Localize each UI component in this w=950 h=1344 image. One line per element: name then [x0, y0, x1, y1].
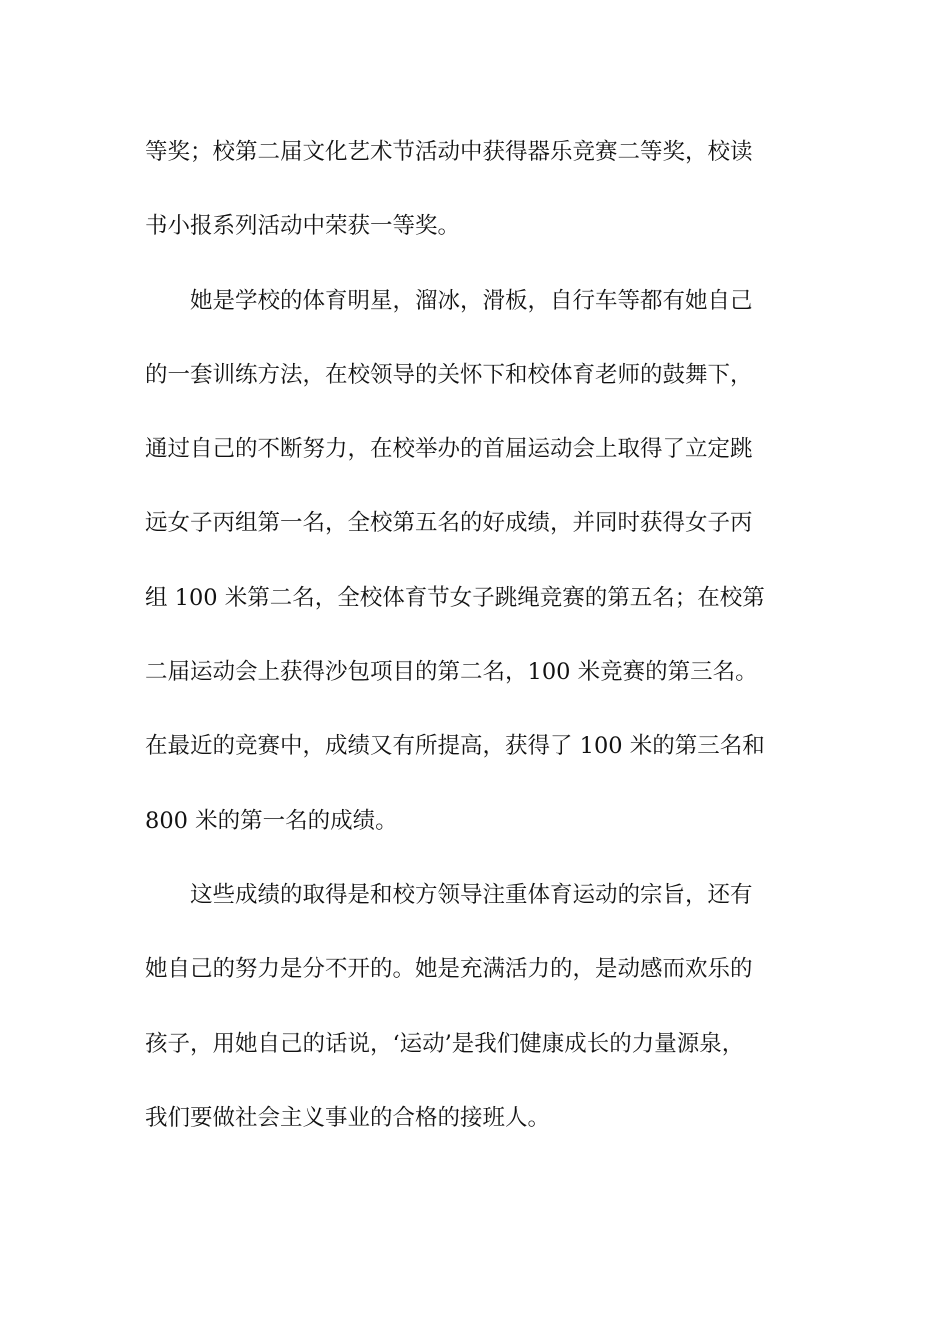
text-line: 远女子丙组第一名，全校第五名的好成绩，并同时获得女子丙 [145, 510, 753, 537]
text-line: 她自己的努力是分不开的。她是充满活力的，是动感而欢乐的 [145, 956, 753, 983]
text-line: 的一套训练方法，在校领导的关怀下和校体育老师的鼓舞下， [145, 361, 753, 388]
text-line: 在最近的竞赛中，成绩又有所提高，获得了 100 米的第三名和 [145, 733, 765, 760]
text-line: 这些成绩的取得是和校方领导注重体育运动的宗旨，还有 [145, 881, 753, 908]
text-line: 孩子，用她自己的话说，‘运动’是我们健康成长的力量源泉， [145, 1030, 745, 1057]
text-line: 800 米的第一名的成绩。 [145, 807, 398, 834]
text-line: 等奖；校第二届文化艺术节活动中获得器乐竞赛二等奖，校读 [145, 139, 753, 165]
text-line: 我们要做社会主义事业的合格的接班人。 [145, 1104, 551, 1131]
body-text [145, 115, 835, 1155]
text-line: 她是学校的体育明星，溜冰，滑板，自行车等都有她自己 [145, 287, 753, 314]
text-line: 通过自己的不断努力，在校举办的首届运动会上取得了立定跳 [145, 436, 753, 463]
text-line: 组 100 米第二名，全校体育节女子跳绳竞赛的第五名；在校第 [145, 584, 765, 611]
text-line: 二届运动会上获得沙包项目的第二名，100 米竞赛的第三名。 [145, 659, 758, 686]
text-line: 书小报系列活动中荣获一等奖。 [145, 213, 461, 240]
